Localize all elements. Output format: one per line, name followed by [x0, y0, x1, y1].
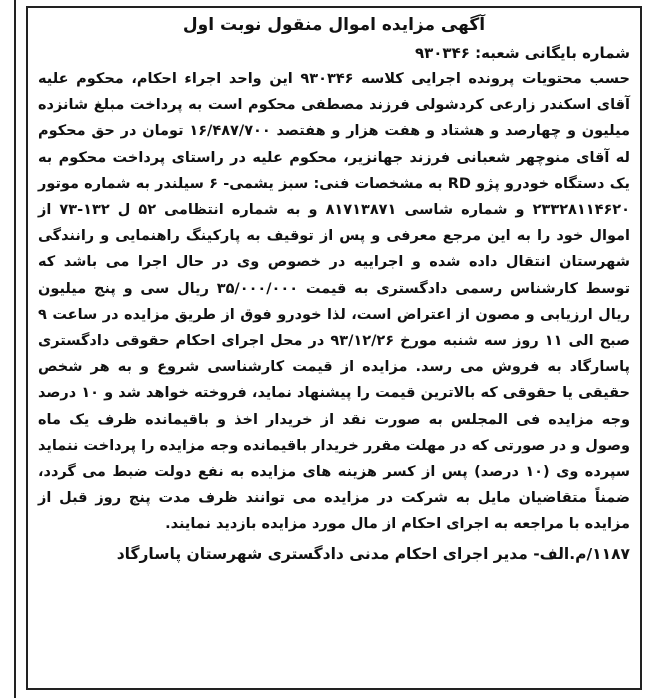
archive-number: شماره بایگانی شعبه: ۹۳۰۳۴۶ — [414, 44, 630, 62]
page-edge-rule — [14, 0, 16, 698]
notice-body: حسب محتویات پرونده اجرایی کلاسه ۹۳۰۳۴۶ این واحد اجراء احکام، محکوم علیه آقای اسکندر زارعی کردشولی فرزند مصطفی محکوم است به پرداخت مبلغ شانزده میلیون و چهارصد و هشتاد و هفت هزار و هفتصد ۱۶/۴۸۷/۷۰۰ تومان در حق محکوم له آقای منوچهر شعبانی فرزند جهانزیر، محکوم علیه در راستای پرداخت محکوم به یک دستگاه خودرو پژو RD به مشخصات فنی: سبز یشمی- ۶ سیلندر به شماره موتور ۲۳۳۲۸۱۱۴۶۲۰ و شماره شاسی ۸۱۷۱۳۸۷۱ و به شماره انتظامی ۵۲ ل ۱۳۲-۷۳ از اموال خود را به این مرجع معرفی و پس از توقیف به پارکینگ راهنمایی و رانندگی شهرستان انتقال داده شده و اجراییه در خصوص وی در حال اجرا می باشد که توسط کارشناس رسمی دادگستری به قیمت ۳۵/۰۰۰/۰۰۰ ریال سی و پنج میلیون ریال ارزیابی و مصون از اعتراض است، لذا خودرو فوق از طریق مزایده در ساعت ۹ صبح الی ۱۱ روز سه شنبه مورخ ۹۳/۱۲/۲۶ در محل اجرای احکام حقوقی دادگستری پاسارگاد به فروش می رسد. مزایده از قیمت کارشناسی شروع و به هر شخص حقیقی یا حقوقی که بالاترین قیمت را پیشنهاد نماید، فروخته خواهد شد و ۱۰ درصد وجه مزایده فی المجلس به صورت نقد از خریدار اخذ و باقیمانده ظرف یک ماه وصول و در صورتی که در مهلت مقرر خریدار باقیمانده وجه مزایده را پرداخت ننماید سپرده وی (۱۰ درصد) پس از کسر هزینه های مزایده به نفع دولت ضبط می گردد، ضمناً متقاضیان مایل به شرکت در مزایده می توانند ظرف مدت پنج روز قبل از مزایده با مراجعه به اجرای احکام از مال مورد مزایده بازدید نمایند. — [38, 71, 631, 533]
notice-title: آگهی مزایده اموال منقول نوبت اول — [182, 15, 486, 35]
auction-notice — [26, 6, 642, 690]
notice-signature: ۱۱۸۷/م.الف- مدیر اجرای احکام مدنی دادگستری شهرستان پاسارگاد — [116, 544, 630, 563]
